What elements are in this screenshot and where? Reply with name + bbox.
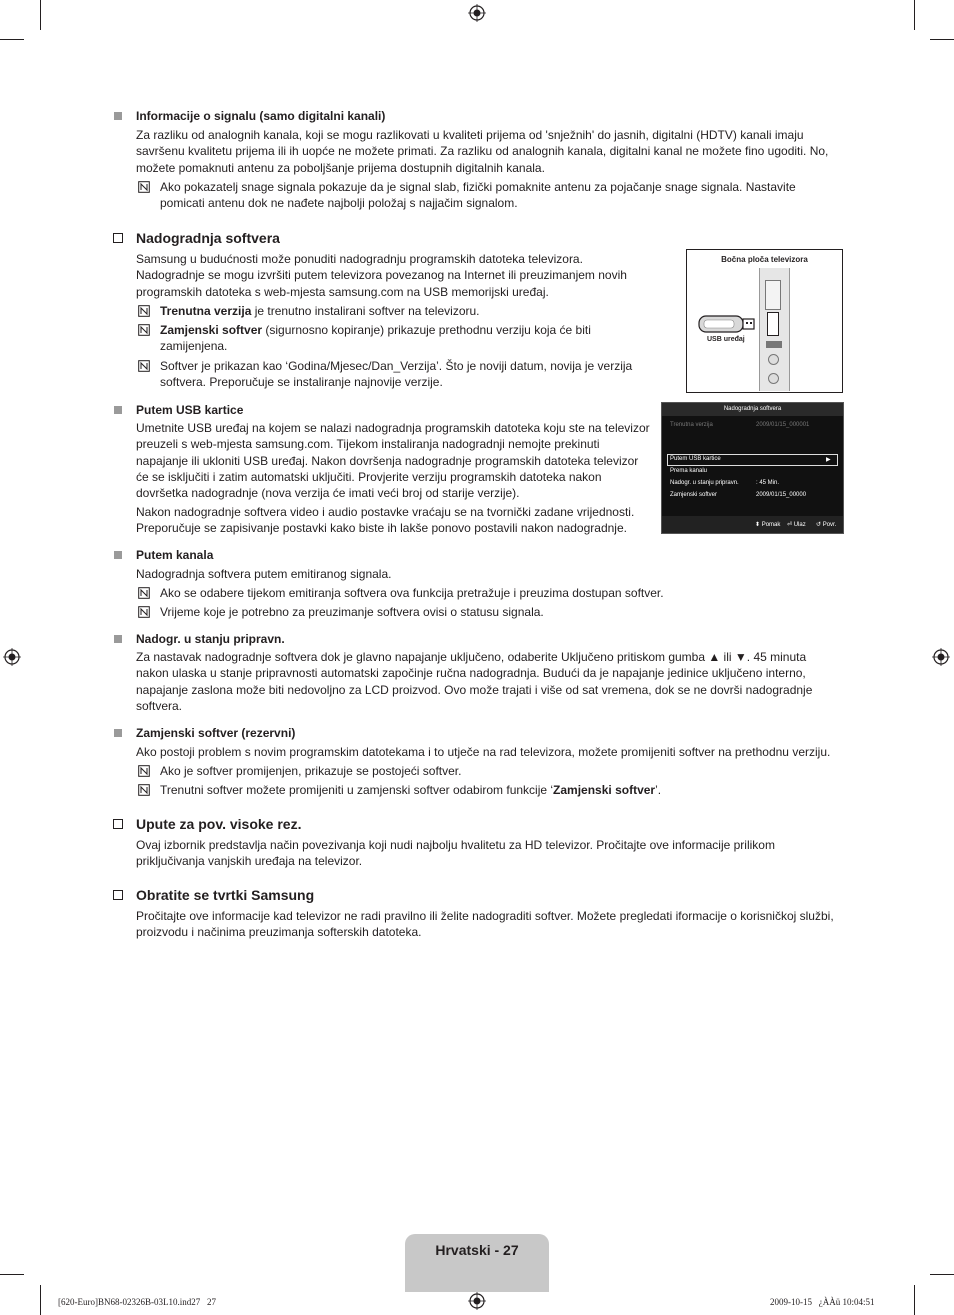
tv-menu-item-alt[interactable]: Zamjenski softver	[670, 492, 718, 498]
square-bullet	[114, 551, 122, 559]
square-bullet	[114, 406, 122, 414]
usb-heading: Putem USB kartice	[136, 403, 244, 417]
usb-stick-icon	[698, 314, 760, 334]
av-label	[766, 341, 782, 348]
usb-body-2: Nakon nadogradnje softvera video i audio postavke vraćaju se na tvornički zadane vrijednosti. Preporučuje se zapisivanje postavki kako biste ih lakše ponovo postavili nakon nadogradnje.	[136, 505, 635, 536]
registration-mark-icon	[468, 4, 486, 22]
note-icon	[138, 305, 150, 317]
upgrade-note-alt	[160, 322, 620, 355]
note-icon	[138, 765, 150, 777]
upgrade-note-current	[160, 303, 650, 319]
square-bullet	[114, 635, 122, 643]
registration-mark-icon	[932, 648, 950, 666]
alt-note-2-term: Zamjenski softver	[553, 783, 656, 797]
note-icon	[138, 324, 150, 336]
crop-mark	[40, 1285, 41, 1315]
hd-body: Ovaj izbornik predstavlja način povezivanja koji nudi najbolju hvalitetu za HD televizor. Pročitajte ove informacije prilikom priključivanja vanjskih uređaja na televizor.	[136, 838, 775, 869]
checkbox-bullet	[113, 233, 123, 243]
usb-device-label: USB uređaj	[707, 336, 745, 343]
contact-heading: Obratite se tvrtki Samsung	[136, 887, 315, 903]
channel-heading: Putem kanala	[136, 548, 214, 562]
current-version-term: Trenutna verzija	[160, 304, 252, 318]
hdmi-port	[765, 280, 781, 310]
crop-mark	[914, 0, 915, 30]
tv-menu-item-usb-arrow: ▶	[826, 457, 831, 463]
tv-menu-title: Nadogradnja softvera	[723, 406, 782, 412]
enter-label: Ulaz	[793, 522, 806, 528]
tv-menu-footer-enter: ⏎ Ulaz	[787, 522, 806, 528]
side-panel-title: Bočna ploča televizora	[721, 255, 808, 264]
crop-mark	[930, 39, 954, 40]
upgrade-note-format: Softver je prikazan kao ‘Godina/Mjesec/Dan_Verzija’. Što je noviji datum, novija je verzija softvera. Preporučuje se instaliranje najnovije verzije.	[160, 359, 633, 390]
alt-note-1: Ako je softver promijenjen, prikazuje se postojeći softver.	[160, 764, 462, 778]
alt-body: Ako postoji problem s novim programskim datotekama i to utječe na rad televizora, možete promijeniti softver na prethodnu verziju.	[136, 745, 831, 759]
alt-heading: Zamjenski softver (rezervni)	[136, 726, 296, 740]
signal-heading: Informacije o signalu (samo digitalni kanali)	[136, 109, 386, 123]
file-info: [620-Euro]BN68-02326B-03L10.ind27 27	[58, 1297, 216, 1307]
crop-mark	[914, 1285, 915, 1315]
tv-menu-item-standby-value: : 45 Min.	[756, 480, 780, 486]
crop-mark	[0, 39, 24, 40]
tv-menu-footer-move: ⬍ Pomak	[755, 522, 781, 528]
square-bullet	[114, 112, 122, 120]
crop-mark	[40, 0, 41, 30]
alt-software-desc: (sigurnosno kopiranje) prikazuje prethodnu verziju koja će biti zamijenjena.	[160, 323, 591, 354]
standby-body: Za nastavak nadogradnje softvera dok je glavno napajanje uključeno, odaberite Uključeno pritiskom gumba ▲ ili ▼. 45 minuta nakon ulaska u stanje pripravnosti automatski započinje ručna nadogradnja. Budući da je napajanje jedinice uključeno interno, napajanje zaslona može biti nedovoljno za LCD proizvod. Ovo može trajati i više od sat vremena, dok se ne dovrši nadogradnje softvera.	[136, 650, 813, 713]
square-bullet	[114, 729, 122, 737]
contact-body: Pročitajte ove informacije kad televizor ne radi pravilno ili želite nadograditi softver. Možete pregledati iformacije o korisničkoj službi, proizvodu i načinima preuzimanja softerskih datoteka.	[136, 909, 834, 940]
tv-menu-screenshot	[661, 402, 844, 534]
crop-mark	[0, 1274, 24, 1275]
usb-port	[767, 312, 779, 336]
tv-menu-item-usb[interactable]: Putem USB kartice	[670, 456, 721, 462]
note-icon	[138, 606, 150, 618]
tv-menu-item-alt-value: 2009/01/15_00000	[756, 492, 807, 498]
channel-body: Nadogradnja softvera putem emitiranog signala.	[136, 567, 392, 581]
channel-note-2: Vrijeme koje je potrebno za preuzimanje softvera ovisi o statusu signala.	[160, 605, 544, 619]
checkbox-bullet	[113, 819, 123, 829]
alt-note-2-pre: Trenutni softver možete promijeniti u zamjenski softver odabirom funkcije ‘	[160, 783, 554, 797]
current-version-desc: je trenutno instalirani softver na televizoru.	[251, 304, 480, 318]
checkbox-bullet	[113, 890, 123, 900]
upgrade-heading: Nadogradnja softvera	[136, 230, 280, 246]
side-panel-illustration	[686, 249, 843, 393]
page-number-label: Hrvatski - 27	[435, 1242, 519, 1258]
usb-body-1: Umetnite USB uređaj na kojem se nalazi nadogradnja programskih datoteka koju ste na televizor preuzeli s web-mjesta samsung.com. Tijekom instaliranja nadogradnji nemojte prekinuti napajanje ili ukloniti USB uređaj. Nakon dovršenja nadogradnje programskih datoteka televizor će se isključiti i zatim automatski uključiti. Provjerite verziju programskih datoteka nakon dovršetka nadogradnje (nova verzija će imati veći broj od starije verzije).	[136, 421, 650, 501]
tv-menu-footer-back: ↺ Povr.	[816, 522, 837, 528]
channel-note-1: Ako se odabere tijekom emitiranja softvera ova funkcija pretražuje i preuzima dostupan softver.	[160, 586, 664, 600]
audio-jack	[768, 373, 779, 384]
crop-mark	[930, 1274, 954, 1275]
note-icon	[138, 181, 150, 193]
signal-body: Za razliku od analognih kanala, koji se mogu razlikovati u kvaliteti prijema od 'snježnih' do jasnih, digitalni (HDTV) kanali imaju savršenu kvalitetu prijema ili ih uopće ne možete primati. Za razliku od analognih kanala, digitalni kanal ne možete fino ugoditi. No, možete pomaknuti antenu za poboljšanje prijema dostupnih digitalnih kanala.	[136, 128, 829, 175]
hd-heading: Upute za pov. visoke rez.	[136, 816, 302, 832]
note-icon	[138, 784, 150, 796]
alt-note-2	[160, 782, 840, 798]
tv-current-version-label: Trenutna verzija	[670, 422, 713, 428]
tv-menu-item-channel[interactable]: Prema kanalu	[670, 468, 708, 474]
note-icon	[138, 360, 150, 372]
registration-mark-icon	[3, 648, 21, 666]
registration-mark-icon	[468, 1292, 486, 1310]
upgrade-body: Samsung u budućnosti može ponuditi nadogradnju programskih datoteka televizora. Nadogradnje se mogu izvršiti putem televizora povezanog na Internet ili preuzimanjem novih programskih datoteka s web-mjesta samsung.com na USB memorijski uređaj.	[136, 252, 627, 299]
alt-note-2-post: ’.	[655, 783, 662, 797]
standby-heading: Nadogr. u stanju pripravn.	[136, 632, 285, 646]
back-label: Povr.	[822, 522, 837, 528]
signal-note: Ako pokazatelj snage signala pokazuje da je signal slab, fizički pomaknite antenu za pojačanje snage signala. Nastavite pomicati antenu dok ne nađete najbolji položaj s najjačim signalom.	[160, 180, 796, 211]
date-info: 2009-10-15 ¿ÀÀü 10:04:51	[770, 1297, 875, 1307]
audio-jack	[768, 354, 779, 365]
tv-current-version-value: 2009/01/15_000001	[756, 422, 810, 428]
tv-menu-item-standby[interactable]: Nadogr. u stanju pripravn.	[670, 480, 739, 486]
note-icon	[138, 587, 150, 599]
alt-software-term: Zamjenski softver	[160, 323, 263, 337]
move-label: Pomak	[761, 522, 781, 528]
